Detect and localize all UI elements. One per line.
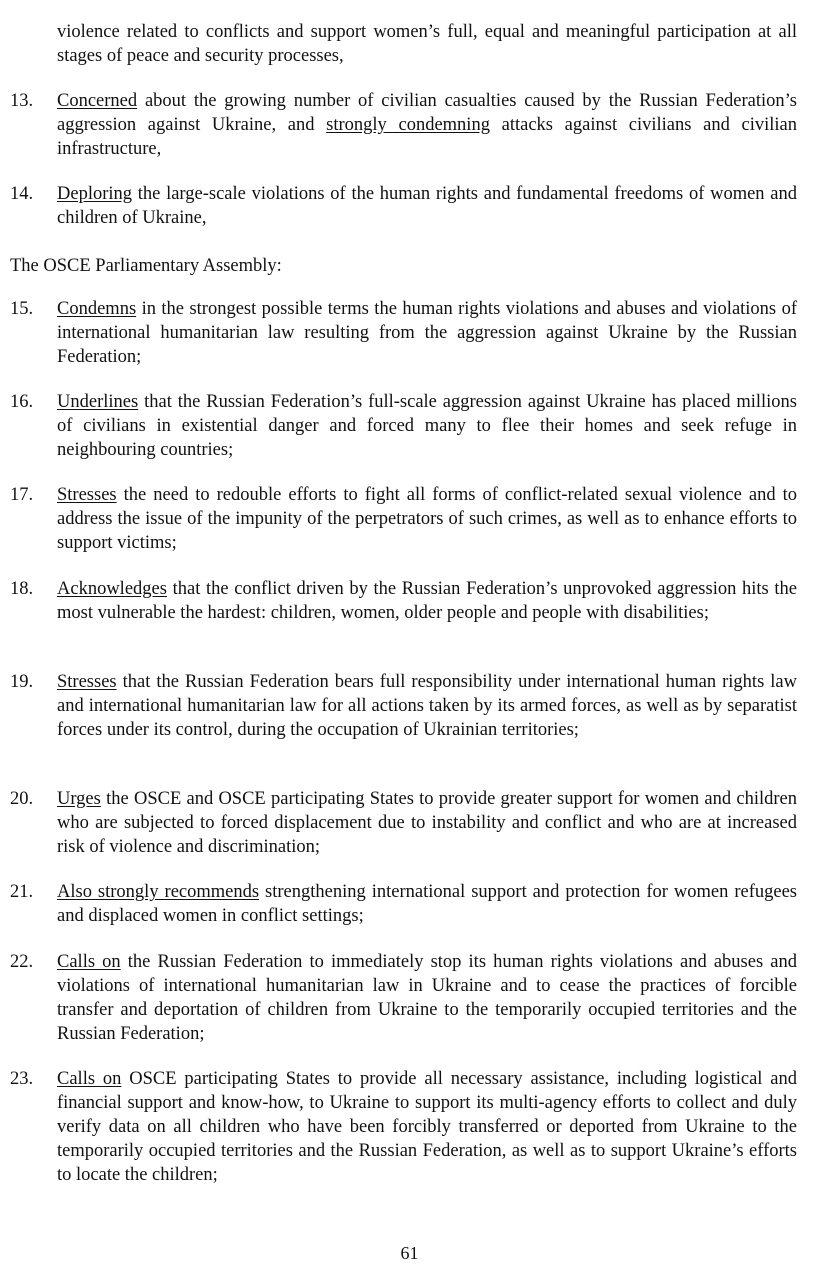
paragraph-text [57, 950, 797, 1046]
paragraph-body: the large-scale violations of the human rights and fundamental freedoms of women and children of Ukraine, [57, 184, 797, 228]
continuation-paragraph: violence related to conflicts and support women’s full, equal and meaningful participation at all stages of peace and security processes, [57, 22, 797, 66]
paragraph-number: 23. [10, 1069, 34, 1089]
paragraph-text [57, 297, 797, 369]
paragraph-body: the OSCE and OSCE participating States to provide greater support for women and children who are subjected to forced displacement due to instability and conflict and who are at increased risk of violence and discrimination; [57, 789, 797, 857]
paragraph-body: that the Russian Federation’s full-scale aggression against Ukraine has placed millions of civilians in existential danger and forced many to flee their homes and seek refuge in neighbouring countries; [57, 392, 797, 460]
paragraph-number: 18. [10, 579, 34, 599]
paragraph-number: 14. [10, 184, 34, 204]
paragraph-22 [10, 950, 797, 1046]
paragraph-number: 19. [10, 672, 34, 692]
operative-phrase: Condemns [57, 299, 137, 319]
paragraph-text [57, 1067, 797, 1187]
paragraph-19 [10, 670, 797, 742]
operative-phrase: Urges [57, 789, 101, 809]
paragraph-number: 20. [10, 789, 34, 809]
paragraph-number: 15. [10, 299, 34, 319]
paragraph-body: strengthening international support and protection for women refugees and displaced women in conflict settings; [57, 882, 797, 926]
paragraph-body: that the Russian Federation bears full responsibility under international human rights law and international humanitarian law for all actions taken by its armed forces, as well as by separatist forces under its control, during the occupation of Ukrainian territories; [57, 672, 797, 740]
operative-phrase: Underlines [57, 392, 139, 412]
operative-phrase: Also strongly recommends [57, 882, 260, 902]
paragraph-15 [10, 297, 797, 369]
operative-phrase: strongly condemning [326, 115, 490, 135]
paragraph-text [57, 577, 797, 625]
operative-phrase: Acknowledges [57, 579, 167, 599]
paragraph-number: 13. [10, 91, 34, 111]
paragraph-14 [10, 182, 797, 230]
paragraph-text [57, 89, 797, 161]
paragraph-17 [10, 483, 797, 555]
paragraph-body: the Russian Federation to immediately stop its human rights violations and abuses and violations of international humanitarian law in Ukraine and to cease the practices of forcible transfer and deportation of children from Ukraine to the temporarily occupied territories and the Russian Federation; [57, 952, 797, 1044]
paragraph-20 [10, 787, 797, 859]
operative-phrase: Stresses [57, 485, 117, 505]
paragraph-number: 21. [10, 882, 34, 902]
paragraph-body: the need to redouble efforts to fight all forms of conflict-related sexual violence and to address the issue of the impunity of the perpetrators of such crimes, as well as to enhance efforts to support victims; [57, 485, 797, 553]
paragraph-text [57, 390, 797, 462]
paragraph-body: about the growing number of civilian casualties caused by the Russian Federation’s aggression against Ukraine, and [57, 91, 797, 135]
operative-phrase: Calls on [57, 1069, 122, 1089]
operative-phrase: Stresses [57, 672, 117, 692]
paragraph-23 [10, 1067, 797, 1187]
paragraph-number: 22. [10, 952, 34, 972]
paragraph-21 [10, 880, 797, 928]
paragraph-number: 16. [10, 392, 34, 412]
paragraph-13 [10, 89, 797, 161]
paragraph-text [57, 880, 797, 928]
operative-phrase: Calls on [57, 952, 121, 972]
paragraph-body: OSCE participating States to provide all necessary assistance, including logistical and financial support and know-how, to Ukraine to support its multi-agency efforts to collect and duly verify data on all children who have been forcibly transferred or deported from Ukraine to the temporarily occupied territories and the Russian Federation, as well as to support Ukraine’s efforts to locate the children; [57, 1069, 798, 1185]
paragraph-text [57, 483, 797, 555]
paragraph-text [57, 787, 797, 859]
assembly-intro: The OSCE Parliamentary Assembly: [10, 256, 282, 276]
operative-phrase: Concerned [57, 91, 138, 111]
paragraph-18 [10, 577, 797, 625]
paragraph-body: attacks against civilians and civilian infrastructure, [57, 115, 797, 159]
paragraph-text [57, 182, 797, 230]
paragraph-16 [10, 390, 797, 462]
paragraph-body: in the strongest possible terms the human rights violations and abuses and violations of international humanitarian law resulting from the aggression against Ukraine by the Russian Federation; [57, 299, 797, 367]
paragraph-text [57, 670, 797, 742]
paragraph-body: that the conflict driven by the Russian Federation’s unprovoked aggression hits the most vulnerable the hardest: children, women, older people and people with disabilities; [57, 579, 797, 623]
operative-phrase: Deploring [57, 184, 133, 204]
paragraph-number: 17. [10, 485, 34, 505]
page-number: 61 [400, 1243, 419, 1263]
